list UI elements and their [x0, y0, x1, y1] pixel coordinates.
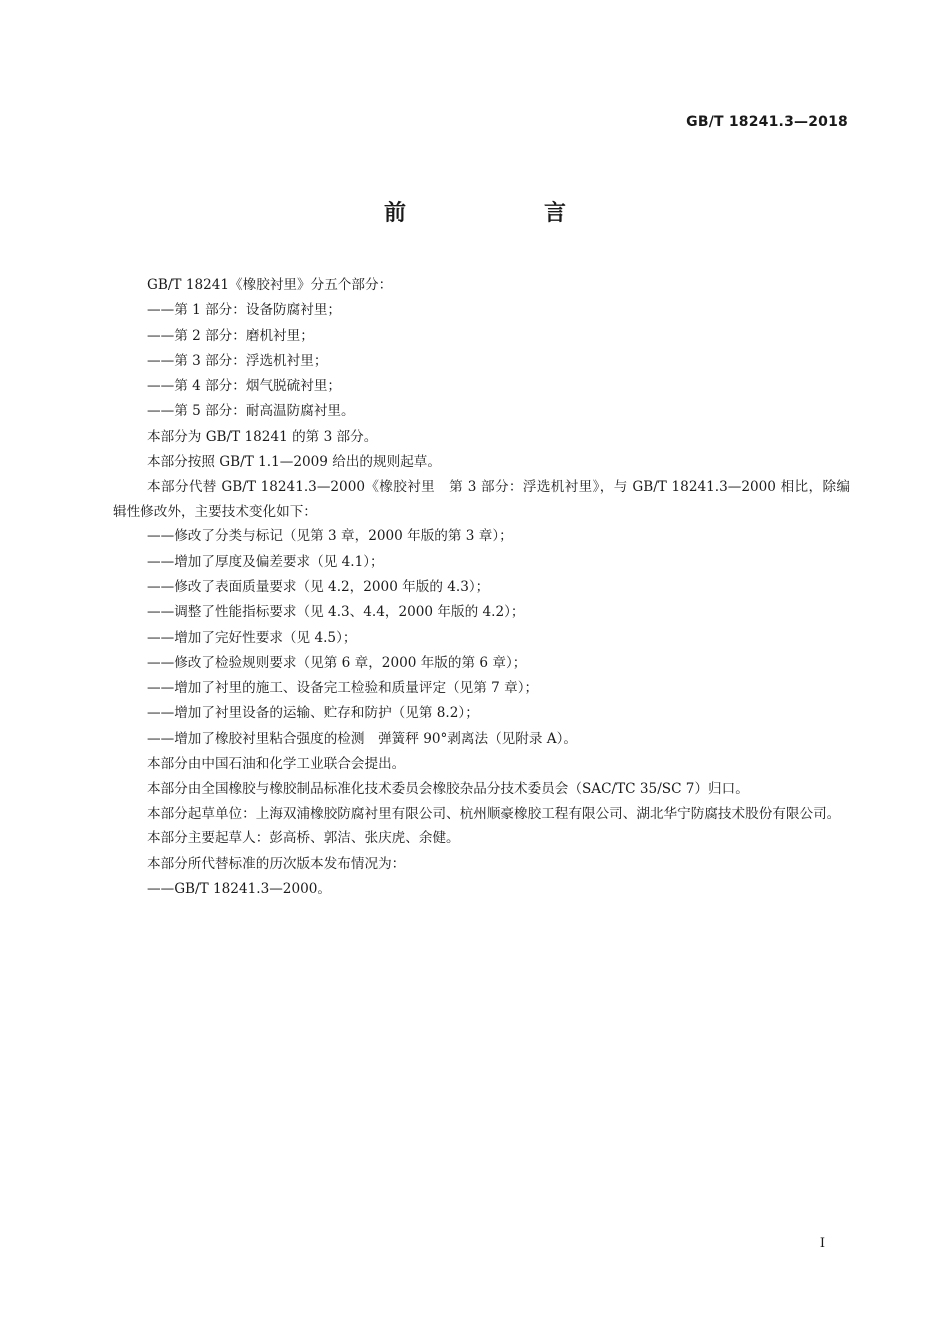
list-item: ——第 5 部分：耐高温防腐衬里。	[147, 403, 355, 420]
list-item: ——第 2 部分：磨机衬里；	[147, 327, 314, 344]
page-title: 前 言	[383, 201, 624, 226]
list-item: ——修改了分类与标记（见第 3 章，2000 年版的第 3 章）；	[147, 528, 513, 545]
list-item: ——增加了衬里设备的运输、贮存和防护（见第 8.2）；	[147, 705, 479, 722]
standard-code: GB/T 18241.3—2018	[686, 114, 848, 130]
list-item: ——修改了表面质量要求（见 4.2，2000 年版的 4.3）；	[147, 578, 490, 595]
list-item: ——第 1 部分：设备防腐衬里；	[147, 302, 342, 319]
list-item: ——GB/T 18241.3—2000。	[147, 880, 332, 897]
paragraph: 本部分主要起草人：彭高桥、郭洁、张庆虎、余健。	[147, 830, 460, 847]
list-item: ——修改了检验规则要求（见第 6 章，2000 年版的第 6 章）；	[147, 654, 527, 671]
list-item: ——第 3 部分：浮选机衬里；	[147, 352, 328, 369]
list-item: ——增加了橡胶衬里粘合强度的检测 弹簧秤 90°剥离法（见附录 A）。	[147, 730, 577, 747]
paragraph: 本部分代替 GB/T 18241.3—2000《橡胶衬里 第 3 部分：浮选机衬里》，与 GB/T 18241.3—2000 相比，除编辑性修改外，主要技术变化如下：	[113, 479, 850, 520]
paragraph: 本部分按照 GB/T 1.1—2009 给出的规则起草。	[147, 454, 441, 471]
paragraph: 本部分起草单位：上海双浦橡胶防腐衬里有限公司、杭州顺豪橡胶工程有限公司、湖北华宁防腐技术股份有限公司。	[147, 805, 841, 822]
list-item: ——增加了厚度及偏差要求（见 4.1）；	[147, 553, 384, 570]
list-item: ——第 4 部分：烟气脱硫衬里；	[147, 378, 342, 395]
paragraph: 本部分所代替标准的历次版本发布情况为：	[147, 855, 406, 872]
foreword-body	[113, 273, 850, 902]
list-item: ——调整了性能指标要求（见 4.3、4.4，2000 年版的 4.2）；	[147, 604, 525, 621]
list-item: ——增加了衬里的施工、设备完工检验和质量评定（见第 7 章）；	[147, 680, 539, 697]
page-number: I	[819, 1236, 825, 1251]
paragraph: 本部分为 GB/T 18241 的第 3 部分。	[147, 428, 378, 445]
paragraph: GB/T 18241《橡胶衬里》分五个部分：	[147, 277, 393, 293]
list-item: ——增加了完好性要求（见 4.5）；	[147, 629, 357, 646]
paragraph: 本部分由全国橡胶与橡胶制品标准化技术委员会橡胶杂品分技术委员会（SAC/TC 35/SC 7）归口。	[147, 781, 749, 798]
paragraph: 本部分由中国石油和化学工业联合会提出。	[147, 756, 406, 773]
